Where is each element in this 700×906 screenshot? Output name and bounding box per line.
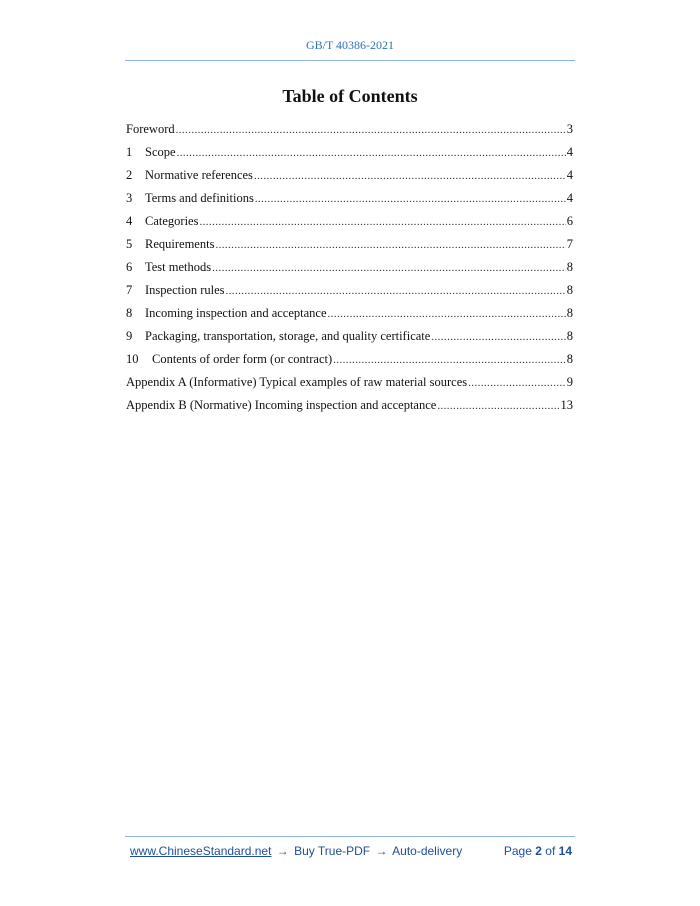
toc-page-number: 13 bbox=[560, 398, 573, 412]
footer-promo bbox=[130, 844, 462, 858]
footer-rule bbox=[125, 836, 575, 837]
toc-page-number: 8 bbox=[566, 329, 573, 343]
toc-entry[interactable] bbox=[126, 258, 573, 281]
toc-page-number: 8 bbox=[566, 352, 573, 366]
toc-page-number: 3 bbox=[566, 122, 573, 136]
page-indicator bbox=[504, 844, 572, 858]
toc-leader-dots bbox=[226, 282, 566, 300]
toc-entry[interactable] bbox=[126, 396, 573, 419]
site-link[interactable]: www.ChineseStandard.net bbox=[130, 844, 272, 858]
toc-leader-dots bbox=[333, 351, 566, 369]
toc-section-number: 10 bbox=[126, 352, 139, 366]
toc-entry-label: Terms and definitions bbox=[145, 191, 254, 205]
toc-entry[interactable] bbox=[126, 304, 573, 327]
toc-entry-label: Test methods bbox=[145, 260, 212, 274]
toc-page-number: 9 bbox=[566, 375, 573, 389]
toc-entry-label: Normative references bbox=[145, 168, 253, 182]
toc-leader-dots bbox=[328, 305, 566, 323]
toc-entry-label: Inspection rules bbox=[145, 283, 225, 297]
total-pages-number: 14 bbox=[558, 844, 572, 858]
toc-page-number: 8 bbox=[566, 306, 573, 320]
toc-page-number: 4 bbox=[566, 191, 573, 205]
toc-leader-dots bbox=[212, 259, 566, 277]
toc-section-number: 9 bbox=[126, 329, 133, 343]
page-title: Table of Contents bbox=[282, 86, 418, 106]
buy-true-pdf-text: Buy True-PDF bbox=[294, 844, 371, 858]
toc-leader-dots bbox=[255, 190, 566, 208]
toc-leader-dots bbox=[176, 121, 566, 139]
toc-entry-label: Requirements bbox=[145, 237, 215, 251]
toc-section-number: 5 bbox=[126, 237, 133, 251]
toc-entry[interactable] bbox=[126, 212, 573, 235]
toc-leader-dots bbox=[468, 374, 566, 392]
toc-page-number: 4 bbox=[566, 168, 573, 182]
toc-section-number: 6 bbox=[126, 260, 133, 274]
toc-entry-label: Appendix A (Informative) Typical examples of raw material sources bbox=[126, 375, 468, 389]
toc-leader-dots bbox=[254, 167, 566, 185]
toc-page-number: 8 bbox=[566, 283, 573, 297]
toc-entry[interactable] bbox=[126, 120, 573, 143]
auto-delivery-text: Auto-delivery bbox=[392, 844, 463, 858]
toc-entry-label: Foreword bbox=[126, 122, 175, 136]
toc-page-number: 8 bbox=[566, 260, 573, 274]
toc-page-number: 4 bbox=[566, 145, 573, 159]
toc-entry[interactable] bbox=[126, 143, 573, 166]
toc-section-number: 7 bbox=[126, 283, 133, 297]
toc-entry-label: Contents of order form (or contract) bbox=[152, 352, 333, 366]
arrow-right-icon: → bbox=[276, 844, 289, 858]
toc-section-number: 2 bbox=[126, 168, 133, 182]
toc-section-number: 1 bbox=[126, 145, 133, 159]
toc-entry-label: Incoming inspection and acceptance bbox=[145, 306, 327, 320]
toc-section-number: 3 bbox=[126, 191, 133, 205]
toc-entry-label: Scope bbox=[145, 145, 176, 159]
document-header: GB/T 40386-2021 bbox=[305, 38, 395, 52]
arrow-right-icon: → bbox=[375, 844, 388, 858]
header-rule bbox=[125, 60, 575, 61]
toc-entry-label: Packaging, transportation, storage, and quality certificate bbox=[145, 329, 431, 343]
toc-section-number: 8 bbox=[126, 306, 133, 320]
current-page-number: 2 bbox=[535, 844, 542, 858]
page-footer bbox=[130, 844, 572, 858]
of-word: of bbox=[545, 844, 556, 858]
toc-entry[interactable] bbox=[126, 166, 573, 189]
toc-leader-dots bbox=[199, 213, 565, 231]
toc-entry[interactable] bbox=[126, 373, 573, 396]
toc-page-number: 7 bbox=[566, 237, 573, 251]
toc-leader-dots bbox=[431, 328, 565, 346]
toc-page-number: 6 bbox=[566, 214, 573, 228]
toc-leader-dots bbox=[215, 236, 565, 254]
toc-entry-label: Categories bbox=[145, 214, 199, 228]
toc-entry-label: Appendix B (Normative) Incoming inspection and acceptance bbox=[126, 398, 437, 412]
toc-section-number: 4 bbox=[126, 214, 133, 228]
toc-leader-dots bbox=[177, 144, 566, 162]
table-of-contents bbox=[126, 120, 573, 419]
toc-entry[interactable] bbox=[126, 235, 573, 258]
toc-entry[interactable] bbox=[126, 327, 573, 350]
toc-leader-dots bbox=[437, 397, 559, 415]
toc-entry[interactable] bbox=[126, 350, 573, 373]
toc-entry[interactable] bbox=[126, 189, 573, 212]
toc-entry[interactable] bbox=[126, 281, 573, 304]
page-word: Page bbox=[503, 844, 532, 858]
